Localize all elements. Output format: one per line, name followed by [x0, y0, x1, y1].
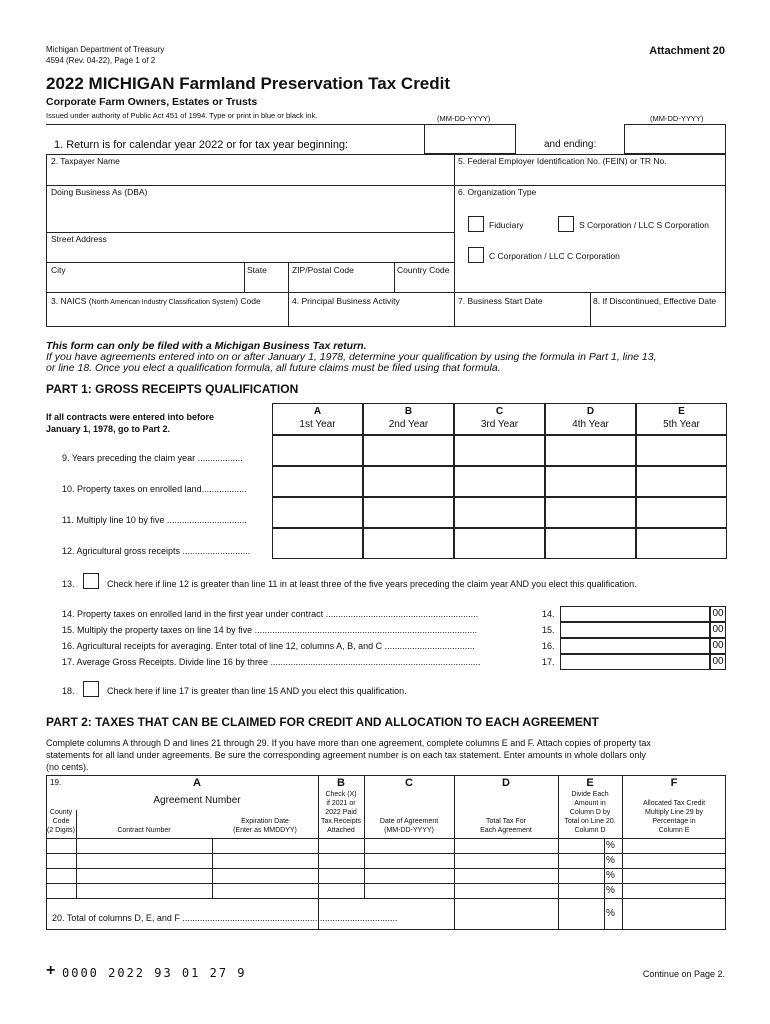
part1-input-cell[interactable] [636, 435, 727, 466]
agreement-cell[interactable] [559, 884, 604, 898]
cents-box: 00 [710, 638, 726, 654]
attachment-number: Attachment 20 [649, 45, 725, 57]
agreement-cell[interactable] [319, 854, 364, 868]
expiration-label-1: Expiration Date [241, 818, 289, 825]
c-corp-label: C Corporation / LLC C Corporation [489, 251, 620, 261]
line-number: 16. [542, 641, 555, 651]
col-f-text-2: Multiply Line 29 by [645, 809, 703, 816]
begin-date-format: (MM-DD-YYYY) [437, 114, 491, 123]
agreement-cell[interactable] [455, 839, 558, 853]
col-f-text-4: Column E [658, 827, 690, 834]
agreement-cell[interactable] [559, 839, 604, 853]
agreement-cell[interactable] [455, 884, 558, 898]
col-letter: A [313, 406, 322, 417]
col-e-text-5: Column D [574, 827, 606, 834]
part1-col-header-c [454, 403, 545, 435]
col-year-label: 1st Year [299, 419, 336, 430]
fein-label: 5. Federal Employer Identification No. (FEIN) or TR No. [458, 156, 667, 166]
form-subtitle: Corporate Farm Owners, Estates or Trusts [46, 96, 258, 108]
part1-input-cell[interactable] [454, 466, 545, 497]
part2-intro-2: statements for all land under agreements. Be sure the corresponding agreement number is on each tax statement. Enter amounts in whole dollars only [46, 750, 646, 760]
col-a-letter: A [193, 777, 201, 789]
agreement-cell[interactable] [365, 854, 454, 868]
c-corp-checkbox[interactable] [468, 247, 484, 263]
part1-input-cell[interactable] [272, 466, 363, 497]
agreement-cell[interactable] [365, 869, 454, 883]
part1-input-cell[interactable] [545, 528, 636, 559]
col-f-letter: F [670, 777, 678, 789]
country-label: Country Code [397, 265, 450, 275]
cents-box: 00 [710, 606, 726, 622]
col-d-text-1: Total Tax For [486, 818, 526, 825]
form-title: 2022 MICHIGAN Farmland Preservation Tax Credit [46, 74, 451, 93]
col-b-text-1: Check (X) [325, 791, 357, 798]
part1-input-cell[interactable] [636, 497, 727, 528]
col-letter: B [404, 406, 413, 417]
end-date-format: (MM-DD-YYYY) [650, 114, 704, 123]
agreement-cell[interactable] [623, 839, 726, 853]
amount-field[interactable] [560, 638, 710, 654]
agreement-cell[interactable] [455, 869, 558, 883]
line13-checkbox[interactable] [83, 573, 99, 589]
col-e-text-4: Total on Line 20. [564, 818, 616, 825]
col-c-letter: C [405, 777, 413, 789]
col-year-label: 5th Year [663, 419, 700, 430]
agreement-cell[interactable] [213, 869, 318, 883]
percent-sign: % [606, 840, 615, 851]
part1-col-header-a [272, 403, 363, 435]
county-label-1: County [49, 809, 73, 816]
col-b-text-2: if 2021 or [326, 800, 356, 807]
amount-field[interactable] [560, 654, 710, 670]
street-label: Street Address [51, 234, 107, 244]
part1-col-header-d [545, 403, 636, 435]
amount-field[interactable] [560, 606, 710, 622]
form-barcode-number: 0000 2022 93 01 27 9 [62, 966, 247, 980]
agreement-cell[interactable] [623, 869, 726, 883]
col-letter: D [586, 406, 595, 417]
line-label: 17. Average Gross Receipts. Divide line 16 by three .................................................................................... [62, 657, 481, 667]
taxpayer-name-label: 2. Taxpayer Name [51, 156, 120, 166]
part1-input-cell[interactable] [363, 466, 454, 497]
agreement-cell[interactable] [559, 869, 604, 883]
dba-label: Doing Business As (DBA) [51, 187, 148, 197]
part1-heading: PART 1: GROSS RECEIPTS QUALIFICATION [46, 382, 299, 396]
col-e-text-1: Divide Each [571, 791, 609, 798]
col-b-letter: B [337, 777, 345, 789]
line18-text: Check here if line 17 is greater than line 15 AND you elect this qualification. [107, 686, 407, 696]
part1-input-cell[interactable] [272, 528, 363, 559]
agreement-cell[interactable] [77, 854, 212, 868]
agreement-cell[interactable] [213, 839, 318, 853]
line-number: 15. [542, 625, 555, 635]
line-label: 14. Property taxes on enrolled land in the first year under contract ............................................................. [62, 609, 479, 619]
discontinued-label: 8. If Discontinued, Effective Date [593, 296, 717, 306]
part1-input-cell[interactable] [363, 528, 454, 559]
col-e-text-3: Column D by [569, 809, 611, 816]
col-b-text-4: Tax Receipts [320, 818, 362, 825]
agreement-cell[interactable] [77, 884, 212, 898]
plus-mark: + [46, 962, 56, 979]
col-letter: E [678, 406, 685, 417]
agreement-cell[interactable] [319, 869, 364, 883]
part1-input-cell[interactable] [272, 497, 363, 528]
percent-sign: % [606, 885, 615, 896]
col-year-label: 3rd Year [480, 419, 519, 430]
line18-checkbox[interactable] [83, 681, 99, 697]
col-b-text-3: 2022 Paid [325, 809, 357, 816]
agreement-cell[interactable] [365, 839, 454, 853]
part2-intro-1: Complete columns A through D and lines 21 through 29. If you have more than one agreement, complete columns E and F. Attach copies of property tax [46, 738, 651, 748]
line20-percent: % [606, 908, 615, 919]
agreement-cell[interactable] [47, 884, 76, 898]
line1-label: 1. Return is for calendar year 2022 or for tax year beginning: [54, 139, 349, 151]
zip-label: ZIP/Postal Code [292, 265, 354, 275]
line-number: 14. [542, 609, 555, 619]
amount-field[interactable] [560, 622, 710, 638]
col-e-letter: E [586, 777, 594, 789]
line-label: 15. Multiply the property taxes on line 14 by five ......................................................................................... [62, 625, 478, 635]
dba-input[interactable] [47, 198, 453, 231]
part1-input-cell[interactable] [636, 528, 727, 559]
contract-number-label: Contract Number [117, 827, 171, 834]
part1-input-cell[interactable] [454, 435, 545, 466]
s-corp-label: S Corporation / LLC S Corporation [579, 220, 709, 230]
part1-input-cell[interactable] [636, 466, 727, 497]
agreement-cell[interactable] [47, 854, 76, 868]
s-corp-checkbox[interactable] [558, 216, 574, 232]
line13-text: Check here if line 12 is greater than line 11 in at least three of the five years preceding the claim year AND you elect this qualification. [107, 579, 637, 589]
part1-input-cell[interactable] [272, 435, 363, 466]
col-letter: C [495, 406, 504, 417]
state-label: State [247, 265, 267, 275]
agreement-cell[interactable] [213, 884, 318, 898]
fein-input[interactable] [455, 166, 725, 184]
cents-box: 00 [710, 654, 726, 670]
end-date-field[interactable] [624, 124, 726, 154]
col-c-text-2: (MM-DD-YYYY) [384, 827, 434, 834]
agreement-cell[interactable] [365, 884, 454, 898]
taxpayer-name-input[interactable] [47, 166, 453, 184]
col-year-label: 4th Year [572, 419, 609, 430]
line-number: 17. [542, 657, 555, 667]
col-d-text-2: Each Agreement [480, 827, 532, 834]
continue-note: Continue on Page 2. [642, 969, 725, 979]
agreement-cell[interactable] [77, 869, 212, 883]
fiduciary-label: Fiduciary [489, 220, 524, 230]
part1-row-label: 12. Agricultural gross receipts ........................... [62, 546, 251, 556]
ending-label: and ending: [544, 139, 597, 150]
agreement-cell[interactable] [319, 884, 364, 898]
col-c-text-1: Date of Agreement [379, 818, 439, 825]
col-d-letter: D [502, 777, 510, 789]
part1-input-cell[interactable] [545, 466, 636, 497]
cents-box: 00 [710, 622, 726, 638]
county-label-2: Code [52, 818, 70, 825]
line20-label: 20. Total of columns D, E, and F ...................................................................................... [52, 913, 398, 923]
begin-date-field[interactable] [424, 124, 516, 154]
col-f-text-3: Percentage in [652, 818, 696, 825]
notice-line-2: If you have agreements entered into on or after January 1, 1978, determine your qualification by using the formula in Part 1, line 13, [46, 351, 657, 363]
line18-number: 18. [62, 686, 75, 696]
expiration-label-2: (Enter as MMDDYY) [233, 827, 297, 834]
part2-intro-3: (no cents). [46, 762, 89, 772]
agreement-cell[interactable] [623, 854, 726, 868]
org-type-label: 6. Organization Type [458, 187, 537, 197]
fiduciary-checkbox[interactable] [468, 216, 484, 232]
authority-note: Issued under authority of Public Act 451 of 1994. Type or print in blue or black ink. [46, 111, 318, 120]
part2-heading: PART 2: TAXES THAT CAN BE CLAIMED FOR CREDIT AND ALLOCATION TO EACH AGREEMENT [46, 715, 599, 729]
part1-intro-2: January 1, 1978, go to Part 2. [46, 424, 171, 434]
line20-total-f[interactable] [623, 899, 725, 929]
part1-row-label: 10. Property taxes on enrolled land.................. [62, 484, 247, 494]
part1-input-cell[interactable] [363, 497, 454, 528]
part1-col-header-b [363, 403, 454, 435]
part1-row-label: 9. Years preceding the claim year .................. [62, 453, 243, 463]
notice-line-3: or line 18. Once you elect a qualification formula, all future claims must be filed using that formula. [46, 362, 501, 374]
part1-row-label: 11. Multiply line 10 by five ................................ [62, 515, 247, 525]
part1-input-cell[interactable] [545, 497, 636, 528]
line-label: 16. Agricultural receipts for averaging. Enter total of line 12, columns A, B, and C .................................... [62, 641, 475, 651]
part1-input-cell[interactable] [454, 497, 545, 528]
line13-number: 13. [62, 579, 75, 589]
part1-input-cell[interactable] [545, 435, 636, 466]
col-e-text-2: Amount in [574, 800, 606, 807]
percent-sign: % [606, 870, 615, 881]
col-year-label: 2nd Year [388, 419, 429, 430]
city-label: City [51, 265, 66, 275]
form-revision: 4594 (Rev. 04-22), Page 1 of 2 [46, 56, 156, 65]
notice-bold: This form can only be filed with a Michigan Business Tax return. [46, 340, 367, 352]
agreement-cell[interactable] [319, 839, 364, 853]
county-label-3: (2 Digits) [46, 827, 75, 834]
agreement-cell[interactable] [47, 839, 76, 853]
line20-total-e[interactable] [559, 899, 603, 929]
col-f-text-1: Allocated Tax Credit [642, 800, 706, 807]
agreement-cell[interactable] [623, 884, 726, 898]
part1-input-cell[interactable] [454, 528, 545, 559]
agreement-cell[interactable] [77, 839, 212, 853]
naics-label: 3. NAICS (North American Industry Classification System) Code [51, 296, 261, 306]
department-name: Michigan Department of Treasury [46, 45, 165, 54]
agreement-cell[interactable] [213, 854, 318, 868]
col-b-text-5: Attached [327, 827, 355, 834]
agreement-number-label: Agreement Number [153, 795, 241, 806]
agreement-cell[interactable] [455, 854, 558, 868]
line20-total-d[interactable] [455, 899, 557, 929]
principal-activity-label: 4. Principal Business Activity [292, 296, 400, 306]
part1-col-header-e [636, 403, 727, 435]
part1-input-cell[interactable] [363, 435, 454, 466]
agreement-cell[interactable] [47, 869, 76, 883]
part1-intro-1: If all contracts were entered into before [46, 412, 215, 422]
start-date-label: 7. Business Start Date [458, 296, 543, 306]
street-input[interactable] [47, 244, 453, 261]
row19-number: 19. [50, 778, 62, 787]
percent-sign: % [606, 855, 615, 866]
agreement-cell[interactable] [559, 854, 604, 868]
